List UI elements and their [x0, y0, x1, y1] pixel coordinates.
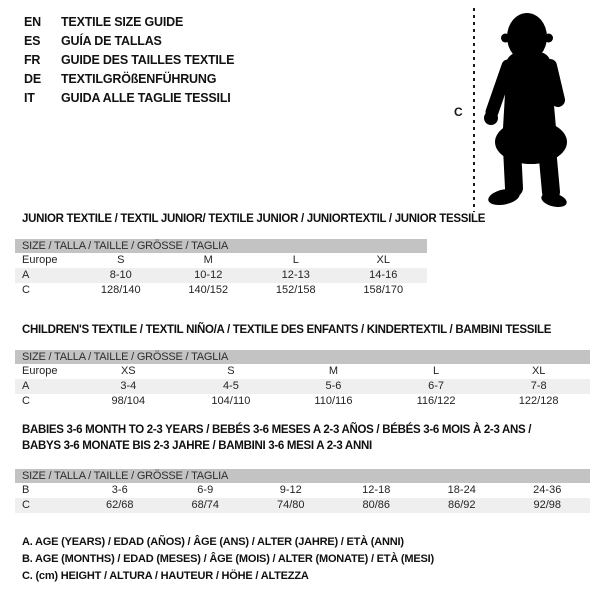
language-row-es	[24, 32, 234, 51]
size-col-m: M	[328, 365, 339, 377]
cell: 14-16	[369, 269, 398, 281]
cell: 122/128	[518, 395, 559, 407]
babies-section-title-line1: BABIES 3-6 MONTH TO 2-3 YEARS / BEBÉS 3-6 MESES A 2-3 AÑOS / BÉBÉS 3-6 MOIS À 2-3 ANS /	[22, 424, 532, 436]
cell: 104/110	[211, 395, 251, 407]
cell: 5-6	[325, 380, 342, 392]
row-label: C	[22, 284, 30, 296]
size-col-s: S	[227, 365, 235, 377]
language-row-en	[24, 13, 234, 32]
height-measure-dotted-line	[473, 8, 475, 212]
cell: 62/68	[105, 499, 134, 511]
table-row-age-months	[15, 483, 590, 498]
footnote-height-cm: C. (cm) HEIGHT / ALTURA / HAUTEUR / HÖHE / ALTEZZA	[22, 570, 309, 582]
cell: 12-18	[362, 484, 391, 496]
size-col-xs: XS	[120, 365, 136, 377]
cell: 68/74	[191, 499, 220, 511]
guide-title-en: TEXTILE SIZE GUIDE	[61, 15, 184, 29]
row-label: C	[22, 499, 30, 511]
size-col-m: M	[203, 254, 213, 266]
guide-title-it: GUIDA ALLE TAGLIE TESSILI	[61, 91, 231, 105]
row-label: B	[22, 484, 30, 496]
guide-title-fr: GUIDE DES TAILLES TEXTILE	[61, 53, 235, 67]
language-code: EN	[24, 15, 41, 29]
row-label: A	[22, 380, 30, 392]
cell: 158/170	[363, 284, 404, 296]
cell: 152/158	[275, 284, 316, 296]
language-code: DE	[24, 72, 41, 86]
table-row-height	[15, 394, 590, 409]
junior-section-title: JUNIOR TEXTILE / TEXTIL JUNIOR/ TEXTILE JUNIOR / JUNIORTEXTIL / JUNIOR TESSILE	[22, 213, 486, 225]
language-title-list	[24, 13, 234, 108]
table-row-age	[15, 268, 427, 283]
table-row-age	[15, 379, 590, 394]
cell: 12-13	[281, 269, 310, 281]
language-row-de	[24, 70, 234, 89]
language-code: FR	[24, 53, 41, 67]
size-col-l: L	[433, 365, 440, 377]
cell: 9-12	[279, 484, 302, 496]
cell: 3-6	[111, 484, 128, 496]
legend-footnotes	[22, 534, 434, 585]
size-header-bar: SIZE / TALLA / TAILLE / GRÖSSE / TAGLIA	[15, 350, 590, 364]
cell: 18-24	[447, 484, 476, 496]
cell: 8-10	[109, 269, 132, 281]
cell: 7-8	[530, 380, 547, 392]
junior-size-table	[15, 239, 427, 298]
size-header-bar: SIZE / TALLA / TAILLE / GRÖSSE / TAGLIA	[15, 239, 427, 253]
language-row-fr	[24, 51, 234, 70]
cell: 128/140	[100, 284, 141, 296]
cell: 6-9	[197, 484, 214, 496]
babies-size-table	[15, 469, 590, 513]
language-code: IT	[24, 91, 35, 105]
table-header-row	[15, 364, 590, 379]
size-col-xl: XL	[531, 365, 546, 377]
cell: 98/104	[111, 395, 146, 407]
footnote-age-years: A. AGE (YEARS) / EDAD (AÑOS) / ÂGE (ANS) / ALTER (JAHRE) / ETÀ (ANNI)	[22, 536, 404, 548]
cell: 4-5	[222, 380, 239, 392]
size-col-s: S	[117, 254, 125, 266]
cell: 80/86	[362, 499, 391, 511]
cell: 74/80	[276, 499, 305, 511]
baby-silhouette-icon	[478, 8, 590, 210]
language-row-it	[24, 89, 234, 108]
row-label: C	[22, 395, 30, 407]
size-col-xl: XL	[376, 254, 390, 266]
size-col-l: L	[292, 254, 299, 266]
row-label: A	[22, 269, 30, 281]
children-size-table	[15, 350, 590, 409]
cell: 10-12	[194, 269, 223, 281]
cell: 3-4	[120, 380, 137, 392]
cell: 116/122	[416, 395, 456, 407]
cell: 24-36	[533, 484, 562, 496]
region-header: Europe	[22, 254, 58, 266]
babies-section-title-line2: BABYS 3-6 MONATE BIS 2-3 JAHRE / BAMBINI 3-6 MESI A 2-3 ANNI	[22, 440, 372, 452]
table-row-height	[15, 498, 590, 513]
table-row-height	[15, 283, 427, 298]
size-header-bar: SIZE / TALLA / TAILLE / GRÖSSE / TAGLIA	[15, 469, 590, 483]
cell: 140/152	[188, 284, 229, 296]
cell: 86/92	[447, 499, 476, 511]
cell: 6-7	[428, 380, 445, 392]
table-header-row	[15, 253, 427, 268]
region-header: Europe	[22, 365, 58, 377]
cell: 92/98	[533, 499, 562, 511]
guide-title-de: TEXTILGRÖßENFÜHRUNG	[61, 72, 217, 86]
guide-title-es: GUÍA DE TALLAS	[61, 34, 162, 48]
footnote-age-months: B. AGE (MONTHS) / EDAD (MESES) / ÂGE (MOIS) / ALTER (MONATE) / ETÀ (MESI)	[22, 553, 434, 565]
language-code: ES	[24, 34, 41, 48]
children-section-title: CHILDREN'S TEXTILE / TEXTIL NIÑO/A / TEXTILE DES ENFANTS / KINDERTEXTIL / BAMBINI TESSILE	[22, 324, 552, 336]
height-measure-label: C	[454, 105, 463, 119]
cell: 110/116	[314, 395, 353, 407]
